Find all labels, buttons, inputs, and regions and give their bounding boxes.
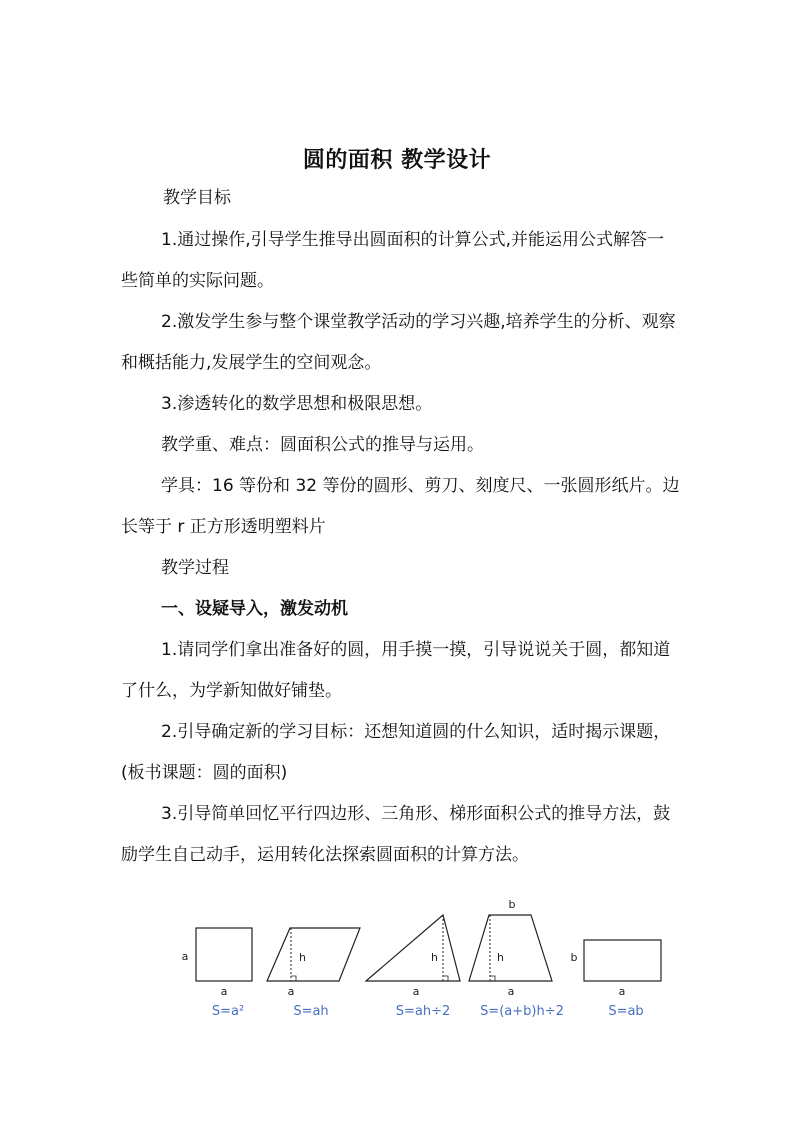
square-formula: S=a² [211,1004,245,1019]
parallelogram-formula: S=ah [293,1004,329,1019]
trapezoid-formula: S=(a+b)h÷2 [480,1004,564,1019]
part-one-heading: 一、设疑导入，激发动机 [161,599,348,619]
objective-1: 1.通过操作,引导学生推导出圆面积的计算公式,并能运用公式解答一些简单的实际问题。 [121,230,665,291]
parallelogram-height-label: h [299,951,306,964]
square-bottom-label: a [220,985,228,998]
rectangle-formula: S=ab [608,1004,644,1019]
square-shape [196,928,252,981]
trapezoid-top-label: b [508,898,516,911]
right-angle-mark [443,976,448,981]
part-one-step-3: 3.引导简单回忆平行四边形、三角形、梯形面积公式的推导方法，鼓励学生自己动手，运用转化法探索圆面积的计算方法。 [121,804,671,865]
parallelogram-figure [267,928,360,1019]
key-points: 教学重、难点：圆面积公式的推导与运用。 [161,435,484,455]
rectangle-figure [571,940,661,1019]
document-title: 圆的面积 教学设计 [302,148,492,173]
triangle-shape [366,915,460,981]
section-heading-objectives: 教学目标 [163,188,231,208]
objective-3: 3.渗透转化的数学思想和极限思想。 [161,394,433,414]
right-angle-mark [490,976,495,981]
trapezoid-shape [469,915,552,981]
triangle-figure [366,915,460,1019]
right-angle-mark [291,976,296,981]
parallelogram-bottom-label: a [287,985,295,998]
parallelogram-shape [267,928,360,981]
trapezoid-height-label: h [497,951,504,964]
triangle-height-label: h [431,951,438,964]
square-figure [182,928,252,1019]
area-formulas-figure [160,890,680,1030]
trapezoid-bottom-label: a [507,985,515,998]
trapezoid-figure [469,898,564,1019]
part-one-step-2: 2.引导确定新的学习目标：还想知道圆的什么知识，适时揭示课题，(板书课题：圆的面积) [121,722,671,783]
rectangle-bottom-label: a [618,985,626,998]
rectangle-shape [584,940,661,981]
materials: 学具：16 等份和 32 等份的圆形、剪刀、刻度尺、一张圆形纸片。边长等于 r 正方形透明塑料片 [121,476,680,537]
rectangle-side-label: b [570,951,578,964]
objective-2: 2.激发学生参与整个课堂教学活动的学习兴趣,培养学生的分析、观察和概括能力,发展学生的空间观念。 [121,312,676,373]
square-side-label: a [181,950,189,963]
triangle-formula: S=ah÷2 [395,1004,451,1019]
triangle-bottom-label: a [412,985,420,998]
section-heading-process: 教学过程 [161,558,229,578]
part-one-step-1: 1.请同学们拿出准备好的圆，用手摸一摸，引导说说关于圆，都知道了什么，为学新知做好铺垫。 [121,640,671,701]
